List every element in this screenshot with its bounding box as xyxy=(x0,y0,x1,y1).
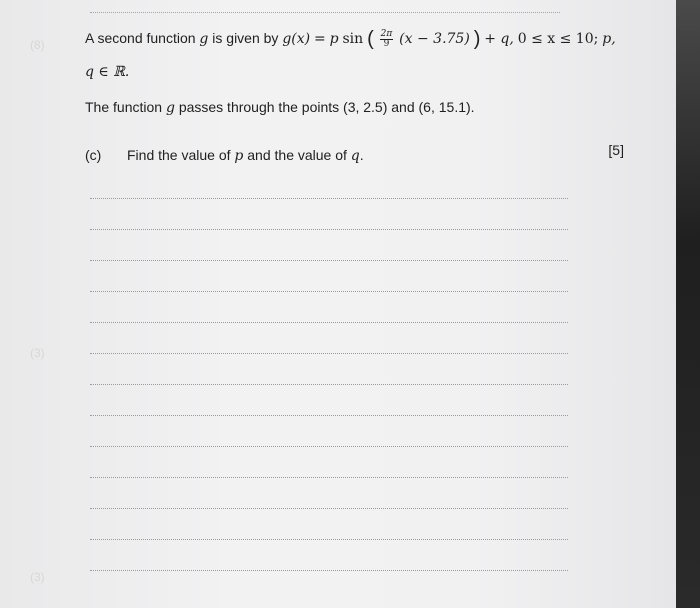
equals-sign: = xyxy=(314,31,326,47)
part-mid: and the value of xyxy=(247,147,347,163)
function-left: g(x) xyxy=(282,31,311,47)
part-instruction xyxy=(127,146,364,165)
passes-prefix: The function xyxy=(85,99,163,115)
answer-line xyxy=(90,322,568,323)
part-p: p xyxy=(234,148,244,164)
left-parenthesis: ( xyxy=(367,28,374,50)
passes-function-name: g xyxy=(165,100,175,116)
function-tail: + q, xyxy=(484,31,514,47)
part-end: . xyxy=(359,147,364,163)
answer-line xyxy=(90,570,568,571)
answer-line xyxy=(90,229,568,230)
answer-line xyxy=(90,508,568,509)
ghost-mark-left-2: (3) xyxy=(30,346,45,360)
answer-line xyxy=(90,415,568,416)
answer-line xyxy=(90,446,568,447)
answer-line xyxy=(90,353,568,354)
answer-line xyxy=(90,198,568,199)
domain-text: 0 ≤ x ≤ 10; xyxy=(517,31,599,47)
domain-vars: p, xyxy=(602,31,616,47)
function-inner: (x − 3.75) xyxy=(399,31,470,47)
desk-edge xyxy=(676,0,700,608)
fraction-denominator: 9 xyxy=(383,38,390,49)
part-prefix: Find the value of xyxy=(127,147,231,163)
part-label: (c) xyxy=(85,147,102,163)
top-dotted-line xyxy=(90,12,560,13)
question-line-3 xyxy=(85,98,475,117)
question-line-1 xyxy=(85,29,616,49)
answer-line xyxy=(90,539,568,540)
answer-line xyxy=(90,384,568,385)
right-parenthesis: ) xyxy=(473,28,481,50)
ghost-mark-left-3: (3) xyxy=(30,570,45,584)
passes-suffix: passes through the points (3, 2.5) and (6, 15.1). xyxy=(178,99,475,115)
fraction-numerator: 2π xyxy=(380,28,393,39)
marks-label: [5] xyxy=(608,142,624,158)
answer-line xyxy=(90,477,568,478)
fraction xyxy=(380,30,394,49)
parameter-p: p xyxy=(329,31,339,47)
answer-line xyxy=(90,260,568,261)
sine-function: sin xyxy=(342,31,364,47)
intro-prefix: A second function xyxy=(85,30,196,46)
intro-mid: is given by xyxy=(212,30,279,46)
intro-function-name: g xyxy=(199,31,209,47)
part-q: q xyxy=(350,148,360,164)
answer-line xyxy=(90,291,568,292)
question-line-2: q ∈ ℝ. xyxy=(85,64,130,80)
ghost-mark-left-1: (8) xyxy=(30,38,45,52)
